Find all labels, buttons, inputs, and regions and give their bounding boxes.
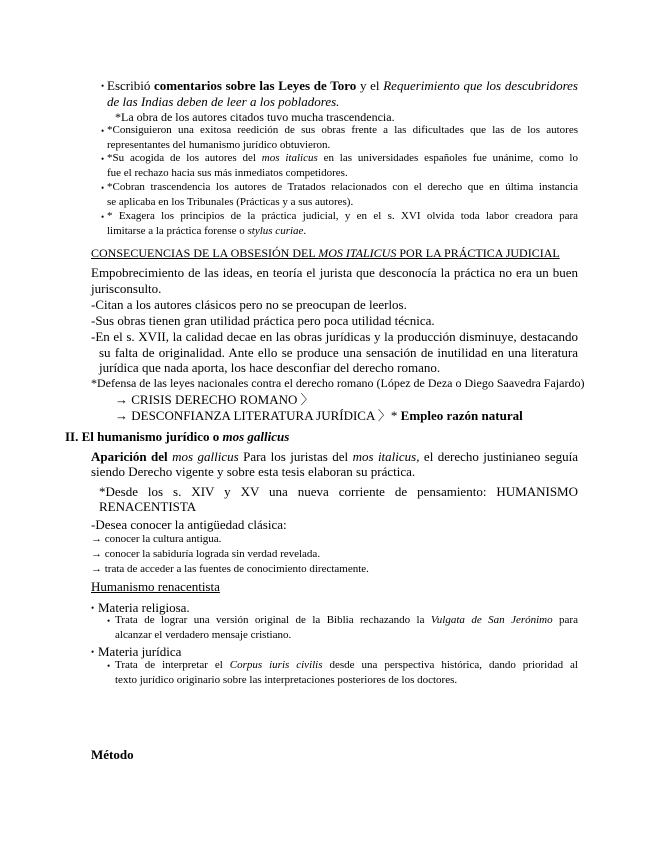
text-line: su falta de originalidad. Ante ello se produce una sensación de inutilidad en una literatura <box>99 345 578 360</box>
italic-run: mos italicus <box>352 449 417 464</box>
bullet-icon: • <box>101 212 105 222</box>
text-run: CONSECUENCIAS DE LA OBSESIÓN DEL <box>91 246 319 260</box>
bullet-icon: • <box>101 126 105 136</box>
italic-run: Requerimiento que los descubridores <box>383 78 578 93</box>
text-line <box>107 226 306 237</box>
text-line: se aplicaba en los Tribunales (Prácticas y a sus autores). <box>107 196 354 208</box>
text-line <box>115 615 578 626</box>
text-line <box>115 409 523 422</box>
text-line: → conocer la cultura antigua. <box>91 533 222 545</box>
text-line: jurisconsulto. <box>91 281 162 296</box>
text-line: texto jurídico originario sobre las interpretaciones posteriores de los doctores. <box>115 674 458 686</box>
text-line: -Desea conocer la antigüedad clásica: <box>91 517 287 532</box>
text-line: representantes del humanismo jurídico obtuvieron. <box>107 139 331 151</box>
text-line: Materia religiosa. <box>98 600 190 615</box>
italic-run: Corpus iuris civilis <box>229 659 323 671</box>
text-line: → CRISIS DERECHO ROMANO 〉 <box>115 392 314 407</box>
text-run: y el <box>356 78 384 93</box>
text-run: . <box>303 225 307 237</box>
text-run: limitarse a la práctica forense o <box>107 225 248 237</box>
text-line: → conocer la sabiduría lograda sin verdad revelada. <box>91 548 321 560</box>
bold-run: comentarios sobre las Leyes de Toro <box>154 78 357 93</box>
text-run: Trata de lograr una versión original de la Biblia rechazando la <box>115 614 431 626</box>
italic-run: stylus curiae <box>247 225 304 237</box>
bullet-icon: • <box>91 603 95 613</box>
bold-run: Aparición del <box>91 449 173 464</box>
text-line: * Exagera los principios de la práctica judicial, y en el s. XVI olvida toda labor creadora para <box>107 210 578 222</box>
section-heading: Humanismo renacentista <box>91 579 220 594</box>
text-run: para <box>552 614 578 626</box>
text-line <box>107 79 578 92</box>
bullet-icon: • <box>101 154 105 164</box>
text-line: RENACENTISTA <box>99 499 197 514</box>
italic-run: mos gallicus <box>172 449 239 464</box>
section-heading <box>91 247 560 259</box>
section-heading <box>65 430 289 443</box>
text-line: *La obra de los autores citados tuvo mucha trascendencia. <box>115 110 395 124</box>
text-line: *Defensa de las leyes nacionales contra el derecho romano (López de Deza o Diego Saavedra Fajardo) <box>91 376 585 390</box>
text-line: de las Indias deben de leer a los pobladores. <box>107 94 340 109</box>
text-line <box>107 153 578 164</box>
text-line <box>91 450 578 463</box>
text-run: → DESCONFIANZA LITERATURA JURÍDICA 〉* <box>115 408 401 423</box>
bold-run: Empleo razón natural <box>400 408 523 423</box>
text-run: Trata de interpretar el <box>115 659 230 671</box>
text-line: → trata de acceder a las fuentes de conocimiento directamente. <box>91 563 369 575</box>
italic-run: mos italicus <box>261 152 318 164</box>
section-heading: Método <box>91 747 134 762</box>
bullet-icon: • <box>107 616 111 626</box>
bullet-icon: • <box>101 81 105 91</box>
text-run: II. El humanismo jurídico o <box>65 429 223 444</box>
bullet-icon: • <box>101 183 105 193</box>
text-run: desde una perspectiva histórica, dando prioridad al <box>322 659 578 671</box>
text-run: , el derecho justinianeo seguía <box>416 449 579 464</box>
text-line: *Cobran trascendencia los autores de Tratados relacionados con el derecho que en última instancia <box>107 181 578 193</box>
text-line: Empobrecimiento de las ideas, en teoría el jurista que desconocía la práctica no era un buen <box>91 265 578 280</box>
italic-run: MOS ITALICUS <box>318 246 397 260</box>
text-line: -En el s. XVII, la calidad decae en las obras jurídicas y la producción disminuye, destacando <box>91 329 578 344</box>
text-line: Materia jurídica <box>98 644 182 659</box>
text-line <box>115 660 578 671</box>
text-run: POR LA PRÁCTICA JUDICIAL <box>396 246 560 260</box>
text-line: -Citan a los autores clásicos pero no se preocupan de leerlos. <box>91 297 407 312</box>
bullet-icon: • <box>91 647 95 657</box>
text-run: *Su acogida de los autores del <box>107 152 262 164</box>
italic-run: mos gallicus <box>222 429 290 444</box>
text-line: fue el rechazo hacia sus más inmediatos competidores. <box>107 167 348 179</box>
text-line: alcanzar el verdadero mensaje cristiano. <box>115 629 292 641</box>
text-line: -Sus obras tienen gran utilidad práctica pero poca utilidad técnica. <box>91 313 435 328</box>
text-run: en las universidades españoles fue unánime, como lo <box>317 152 578 164</box>
text-line: jurídica que nada aporta, los hace desconfiar del derecho romano. <box>99 360 441 375</box>
text-line: *Consiguieron una exitosa reedición de sus obras frente a las dificultades que las de los autores <box>107 124 578 136</box>
bullet-icon: • <box>107 661 111 671</box>
text-run: Para los juristas del <box>238 449 353 464</box>
italic-run: Vulgata de San Jerónimo <box>430 614 553 626</box>
text-line: *Desde los s. XIV y XV una nueva corriente de pensamiento: HUMANISMO <box>99 484 578 499</box>
text-line: siendo Derecho vigente y sobre esta tesis elaboran su práctica. <box>91 464 416 479</box>
text-run: Escribió <box>107 78 155 93</box>
